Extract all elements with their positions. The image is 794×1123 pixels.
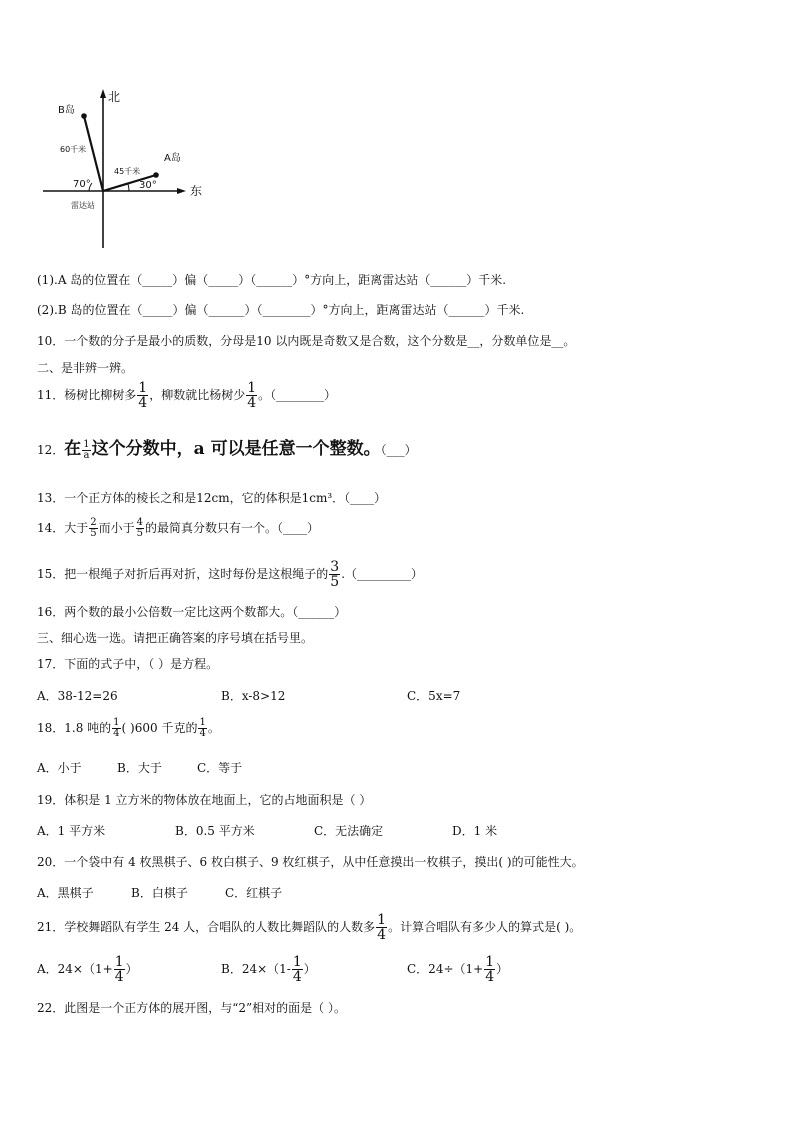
- q20-option-a: A．黑棋子: [37, 886, 94, 900]
- q11-text-c: 。（________）: [258, 388, 337, 402]
- q19-option-d: D．1 米: [452, 824, 498, 838]
- east-label: 东: [190, 184, 203, 198]
- question-22: 22．此图是一个正方体的展开图，与“2”相对的面是（ ）。: [37, 1001, 346, 1015]
- q18-option-b: B．大于: [117, 761, 162, 775]
- sub-question-1: (1).A 岛的位置在（_____）偏（_____）（______）°方向上，距离雷达站（______）千米.: [37, 273, 507, 287]
- question-19: 19．体积是 1 立方米的物体放在地面上，它的占地面积是（ ）: [37, 793, 372, 807]
- q19-option-a: A．1 平方米: [37, 824, 106, 838]
- island-b-label: B岛: [58, 105, 75, 116]
- question-20: 20．一个袋中有 4 枚黑棋子、6 枚白棋子、9 枚红棋子，从中任意摸出一枚棋子，摸出( )的可能性大。: [37, 855, 584, 869]
- compass-diagram: [40, 86, 210, 251]
- island-a-dot: [153, 172, 159, 178]
- question-18: [37, 718, 220, 739]
- q21-option-c: C．24÷（1+ $\frac{1}{4}$ ）: [407, 954, 509, 985]
- q21-fraction: $\frac{1}{4}$: [377, 912, 387, 943]
- question-17: 17．下面的式子中，（ ）是方程。: [37, 657, 219, 671]
- island-a-label: A岛: [164, 153, 181, 164]
- q18-text-a: 18．1.8 吨的: [37, 721, 112, 735]
- east-arrow: [177, 188, 186, 194]
- q12-text-c: 这个分数中，a 可以是任意一个整数。: [91, 439, 381, 459]
- q21-text-b: 。计算合唱队有多少人的算式是( )。: [388, 920, 582, 934]
- dist-b-label: 60千米: [60, 145, 87, 154]
- angle-b-label: 70°: [73, 179, 91, 190]
- angle-a-label: 30°: [139, 180, 157, 191]
- q17-option-b: B．x-8>12: [221, 689, 286, 703]
- q20-options: [37, 885, 282, 901]
- angle-arc-a: [128, 184, 129, 191]
- q14-fraction-1: $\frac{2}{5}$: [90, 517, 97, 539]
- q14-text-a: 14．大于: [37, 521, 89, 535]
- q11-fraction-2: $\frac{1}{4}$: [247, 380, 257, 411]
- north-arrow: [100, 89, 106, 98]
- question-12: [37, 438, 417, 461]
- q11-text-a: 11．杨树比柳树多: [37, 388, 137, 402]
- q12-number: 12．: [37, 443, 65, 457]
- q18-option-a: A．小于: [37, 761, 82, 775]
- dist-a-label: 45千米: [114, 167, 141, 176]
- north-label: 北: [108, 90, 121, 104]
- sub-question-2: (2).B 岛的位置在（_____）偏（______）（________）°方向上，距离雷达站（______）千米.: [37, 303, 525, 317]
- q20-option-b: B．白棋子: [131, 886, 188, 900]
- q14-fraction-2: $\frac{4}{5}$: [136, 517, 144, 539]
- q18-options: [37, 760, 242, 776]
- question-21: [37, 913, 581, 942]
- station-label: 雷达站: [71, 201, 95, 210]
- q19-option-b: B．0.5 平方米: [175, 824, 255, 838]
- q18-option-c: C．等于: [197, 761, 243, 775]
- q21-option-a-fraction: $\frac{1}{4}$: [114, 954, 124, 985]
- q21-option-c-fraction: $\frac{1}{4}$: [485, 954, 495, 985]
- q20-option-c: C．红棋子: [225, 886, 283, 900]
- q17-option-c: C．5x=7: [407, 689, 461, 703]
- q18-fraction-1: $\frac{1}{4}$: [113, 717, 120, 739]
- q14-text-c: 的最简真分数只有一个。（____）: [145, 521, 320, 535]
- q12-fraction: $\frac{1}{a}$: [83, 439, 90, 461]
- q18-text-c: 。: [207, 721, 220, 735]
- q12-text-b: 在: [64, 439, 82, 459]
- q15-text-a: 15．把一根绳子对折后再对折，这时每份是这根绳子的: [37, 567, 329, 581]
- q12-answer-blank: （___）: [380, 443, 417, 457]
- question-10: 10．一个数的分子是最小的质数，分母是10 以内既是奇数又是合数，这个分数是__，分数单位是__。: [37, 334, 576, 348]
- q19-option-c: C．无法确定: [314, 824, 384, 838]
- q15-fraction: $\frac{3}{5}$: [330, 559, 340, 590]
- q21-text-a: 21．学校舞蹈队有学生 24 人，合唱队的人数比舞蹈队的人数多: [37, 920, 376, 934]
- section-3-heading: 三、细心选一选。请把正确答案的序号填在括号里。: [37, 631, 314, 645]
- question-14: [37, 518, 319, 539]
- q18-fraction-2: $\frac{1}{4}$: [199, 717, 206, 739]
- question-11: [37, 381, 336, 410]
- question-13: 13．一个正方体的棱长之和是12cm，它的体积是1cm³．（____）: [37, 491, 387, 505]
- q17-option-a: A．38-12=26: [37, 689, 118, 703]
- q21-option-b: B．24×（1- $\frac{1}{4}$ ）: [221, 954, 316, 985]
- question-15: [37, 560, 423, 589]
- q21-option-a: A．24×（1+ $\frac{1}{4}$ ）: [37, 954, 138, 985]
- q21-option-b-fraction: $\frac{1}{4}$: [292, 954, 302, 985]
- section-2-heading: 二、是非辨一辨。: [37, 361, 134, 375]
- q11-fraction-1: $\frac{1}{4}$: [138, 380, 148, 411]
- q11-text-b: ，柳数就比杨树少: [149, 388, 246, 402]
- q15-text-b: .（_________）: [341, 567, 424, 581]
- q18-text-b: ( )600 千克的: [121, 721, 198, 735]
- question-16: 16．两个数的最小公倍数一定比这两个数都大。（______）: [37, 605, 347, 619]
- q14-text-b: 而小于: [98, 521, 135, 535]
- island-b-dot: [81, 113, 87, 119]
